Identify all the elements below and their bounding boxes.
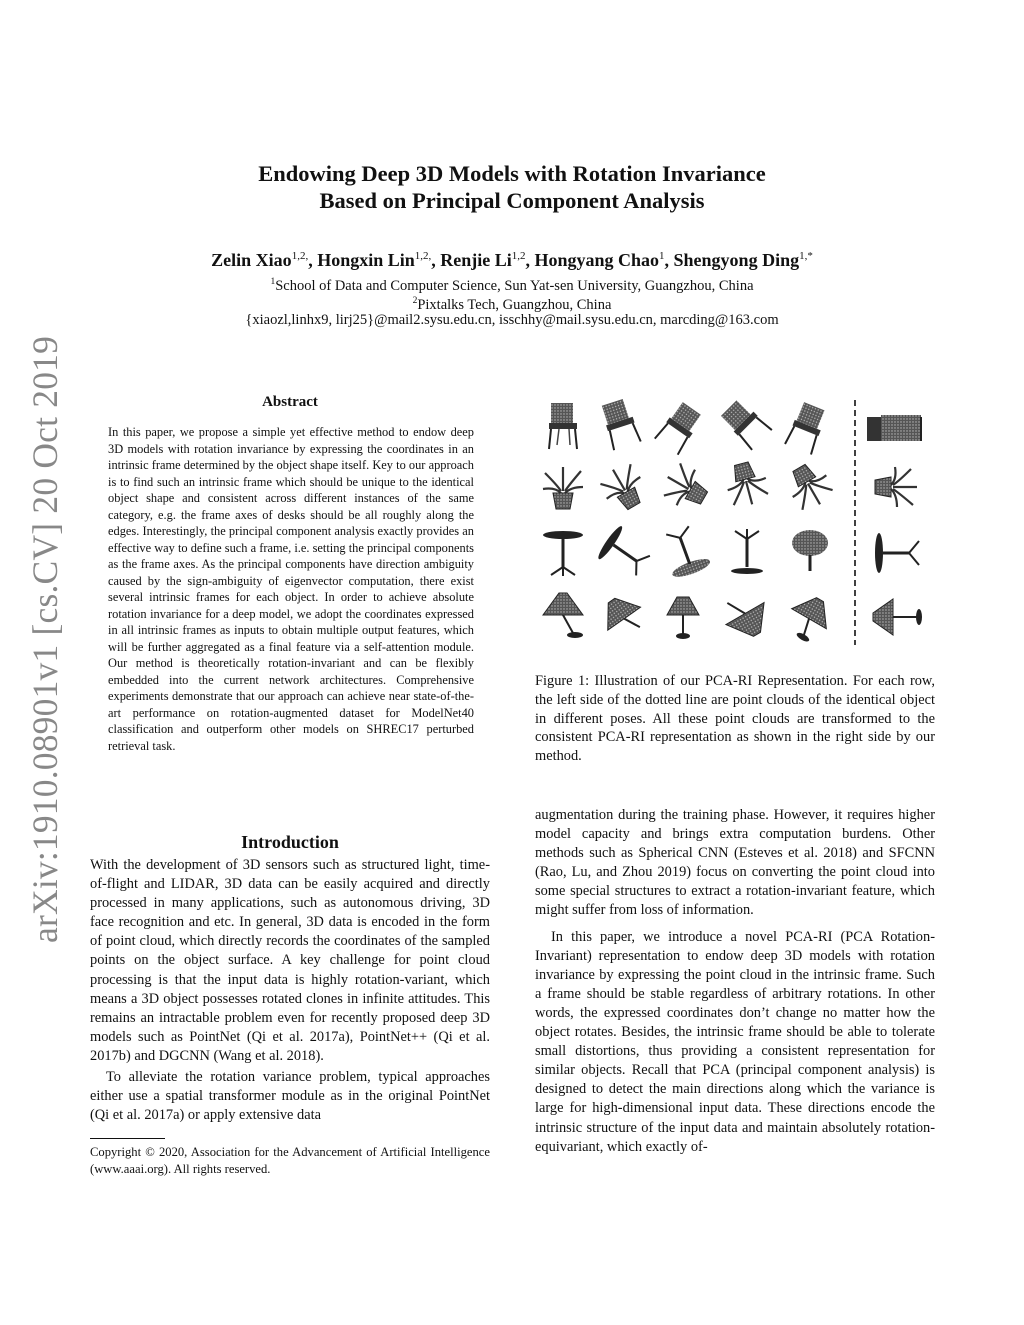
- intro-paragraph-4: In this paper, we introduce a novel PCA-RI (PCA Rotation-Invariant) representation to endow deep 3D models with rotation invariance by expressing the point cloud in the intrinsic frame. Such a frame should be stable regardless of arbitrary rotations. In other words, the expressed coordinates don’t change no matter how the object rotates. Besides, the intrinsic frame should be able to tolerate small distortions, thus providing a consistent representation for similar objects. Recall that PCA (principal component analysis) is designed to detect the main directions along which the variance is large for high-dimensional input data. These directions encode the intrinsic structure of the input data and maintain absolutely rotation-equivariant, which exactly of-: [535, 928, 935, 1155]
- table-point-cloud: [659, 523, 712, 580]
- chair-point-cloud: [785, 401, 828, 454]
- affiliation-sup: 2: [412, 296, 418, 306]
- author-affil-sup: 1: [659, 250, 665, 262]
- lamp-point-cloud: [717, 587, 776, 645]
- author-affil-sup: 1,*: [799, 250, 813, 262]
- intro-paragraph-1: With the development of 3D sensors such as structured light, time-of-flight and LIDAR, 3D data can be easily acquired and directly processed in many applications, such as autonomous driving, 3D face recognition and etc. In general, 3D data is encoded in the form of point cloud, which directly records the coordinates of the sampled points on the object surface. A key challenge for point cloud processing is that the input data is highly rotation-variant, which means a 3D object possesses rotated clones in infinite attitudes. This remains an intractable problem even for recently proposed deep 3D models such as PointNet (Qi et al. 2017a), PointNet++ (Qi et al. 2017b) and DGCNN (Wang et al. 2018).: [90, 857, 490, 1064]
- chair-point-cloud: [600, 398, 641, 450]
- intro-paragraph-2: To alleviate the rotation variance problem, typical approaches either use a spatial transformer module as in the original PointNet (Qi et al. 2017a) or apply extensive data: [90, 1069, 490, 1124]
- figure-1-point-clouds: [535, 395, 935, 655]
- affiliation-text: School of Data and Computer Science, Sun Yat-sen University, Guangzhou, China: [275, 277, 754, 294]
- paper-title: [150, 160, 874, 214]
- author-emails: {xiaozl,linhx9, lirj25}@mail2.sysu.edu.cn, isschhy@mail.sysu.edu.cn, marcding@163.com: [245, 312, 779, 328]
- chair-point-cloud: [549, 403, 577, 449]
- author-list: Zelin Xiao$^{1,2,}$, Hongxin Lin$^{1,2,}$, Renjie Li$^{1,2}$, Hongyang Chao$^1$, Shengyong Ding$^{1,*}$: [211, 250, 813, 270]
- plant-pca-ri: [875, 467, 917, 507]
- plant-point-cloud: [782, 458, 838, 514]
- author-name: Hongyang Chao: [534, 250, 660, 270]
- lamp-point-cloud: [667, 597, 699, 639]
- lamp-pca-ri: [873, 599, 922, 635]
- table-point-cloud: [792, 530, 828, 571]
- author-affil-sup: 1,2: [511, 250, 526, 262]
- author-name: Renjie Li: [440, 250, 512, 270]
- table-point-cloud: [596, 524, 655, 582]
- author-affil-sup: 1,2,: [414, 250, 432, 262]
- plant-point-cloud: [722, 459, 772, 510]
- title-line-2: Based on Principal Component Analysis: [319, 188, 705, 213]
- lamp-point-cloud: [595, 589, 650, 643]
- author-affil-sup: 1,2,: [291, 250, 309, 262]
- intro-paragraph-3: augmentation during the training phase. However, it requires higher model capacity and brings extra computation burdens. Other methods such as Spherical CNN (Esteves et al. 2018) and SFCNN (Rao, Lu, and Zhou 2019) focus on converting the point cloud into some special structures to extract a rotation-invariant feature, which might suffer from loss of information.: [535, 807, 935, 919]
- figure-1: [535, 395, 935, 655]
- abstract-text: In this paper, we propose a simple yet effective method to endow deep 3D models with rotation invariance by expressing the coordinates in an intrinsic frame determined by the object shape itself. Key to our approach is to find such an intrinsic frame which should be unique to the identical object shape and consistent across different instances of the same category, e.g. the frame axes of desks should be all roughly along the edges. Interestingly, the principal component analysis exactly provides an effective way to define such a frame, i.e. setting the principal components as the frame axes. As the principal components have direction ambiguity caused by the sign-ambiguity of eigenvector computation, there exist several intrinsic frames for each object. In order to achieve absolute rotation invariance for a deep model, we adopt the coordinates expressed in all intrinsic frames as inputs to obtain multiple output features, which will be further aggregated as a final feature via a self-attention module. Our method is theoretically rotation-invariant and can be flexibly embedded into the current network architectures. Comprehensive experiments demonstrate that our approach can achieve near state-of-the-art performance on rotation-augmented dataset for ModelNet40 classification and outperform other models on SHREC17 perturbed retrieval task.: [108, 425, 474, 753]
- chair-point-cloud: [655, 401, 704, 455]
- title-line-1: Endowing Deep 3D Models with Rotation Invariance: [258, 161, 766, 186]
- abstract-heading: Abstract: [262, 394, 318, 410]
- right-column-body: [535, 806, 935, 1157]
- introduction-heading: Introduction: [241, 832, 339, 852]
- table-point-cloud: [731, 529, 763, 574]
- plant-point-cloud: [543, 467, 583, 509]
- lamp-point-cloud: [543, 593, 583, 638]
- author-name: Shengyong Ding: [673, 250, 800, 270]
- chair-pca-ri: [867, 415, 921, 441]
- lamp-point-cloud: [781, 590, 838, 648]
- arxiv-identifier: arXiv:1910.08901v1 [cs.CV] 20 Oct 2019: [25, 335, 65, 943]
- author-name: Hongxin Lin: [317, 250, 415, 270]
- footnote-rule: [90, 1138, 165, 1139]
- affiliation-text: Pixtalks Tech, Guangzhou, China: [417, 296, 612, 313]
- author-name: Zelin Xiao: [211, 250, 292, 270]
- left-column-body: [90, 856, 490, 1125]
- chair-point-cloud: [720, 398, 772, 450]
- copyright-footnote: Copyright © 2020, Association for the Advancement of Artificial Intelligence (www.aaai.org). All rights reserved.: [90, 1145, 490, 1176]
- affiliation-sup: 1: [270, 277, 276, 287]
- plant-point-cloud: [658, 460, 714, 516]
- plant-point-cloud: [596, 460, 652, 516]
- table-point-cloud: [543, 531, 583, 576]
- table-pca-ri: [875, 533, 919, 573]
- figure-1-caption: Figure 1: Illustration of our PCA-RI Representation. For each row, the left side of the dotted line are point clouds of the identical object in different poses. All these point clouds are transformed to the consistent PCA-RI representation as shown in the right side by our method.: [535, 673, 935, 765]
